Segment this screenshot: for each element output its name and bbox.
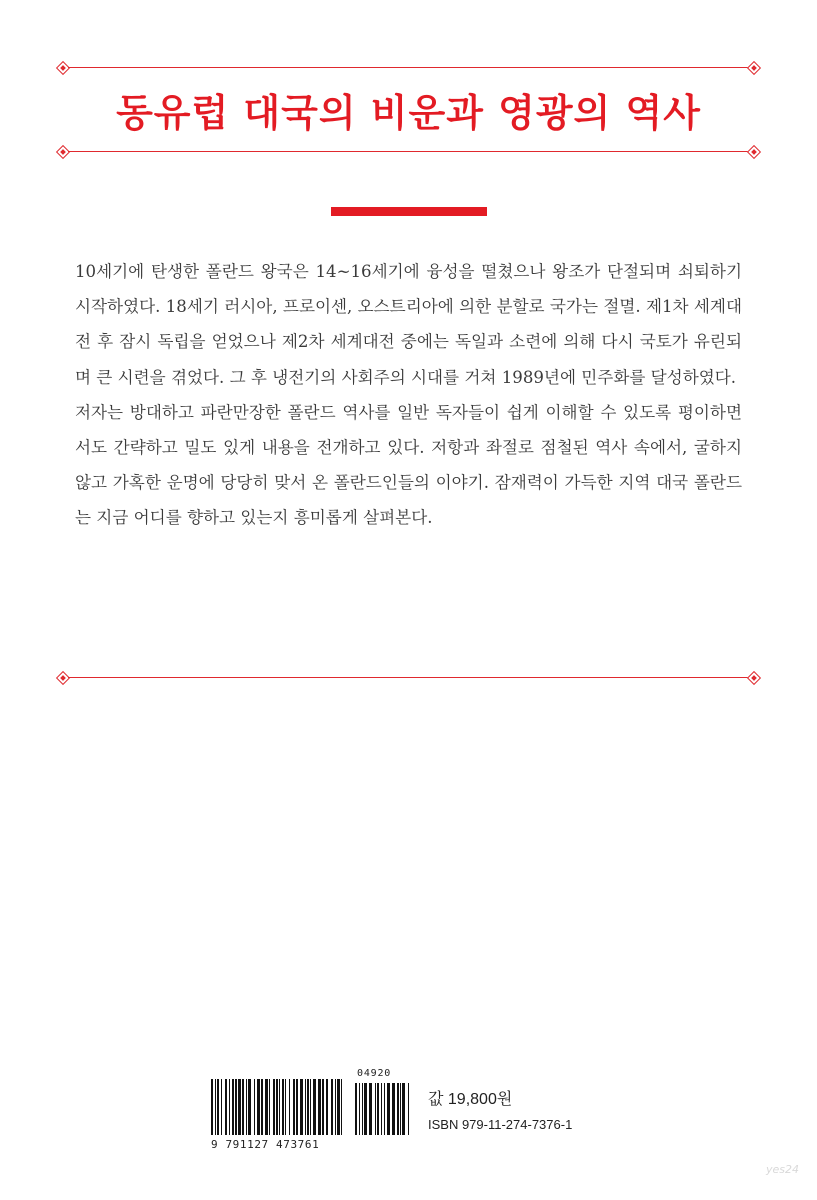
barcode-bar <box>248 1079 251 1135</box>
divider-line <box>68 677 749 678</box>
isbn-label: ISBN 979-11-274-7376-1 <box>428 1117 573 1132</box>
isbn-barcode <box>211 1068 411 1155</box>
barcode-bar <box>355 1083 357 1135</box>
barcode-bar <box>307 1079 309 1135</box>
divider-line <box>68 67 749 68</box>
barcode-bar <box>265 1079 268 1135</box>
barcode-bar <box>276 1079 278 1135</box>
barcode-bar <box>273 1079 275 1135</box>
barcode-bar <box>269 1079 270 1135</box>
barcode-main-graphic <box>211 1079 345 1135</box>
barcode-bar <box>377 1083 379 1135</box>
barcode-bar <box>359 1083 360 1135</box>
barcode-bar <box>285 1079 286 1135</box>
barcode-bar <box>235 1079 237 1135</box>
diamond-ornament-icon <box>747 145 761 159</box>
barcode-bar <box>215 1079 216 1135</box>
barcode-bar <box>335 1079 336 1135</box>
barcode-bar <box>211 1079 213 1135</box>
barcode-bar <box>331 1079 333 1135</box>
accent-bar <box>331 207 487 216</box>
barcode-bar <box>238 1079 241 1135</box>
barcode-bar <box>402 1083 405 1135</box>
barcode-bar <box>392 1083 395 1135</box>
barcode-bar <box>279 1079 280 1135</box>
barcode-bar <box>296 1079 298 1135</box>
barcode-bar <box>293 1079 295 1135</box>
barcode-bar <box>400 1083 401 1135</box>
divider-line <box>68 151 749 152</box>
barcode-bar <box>326 1079 328 1135</box>
barcode-bar <box>257 1079 260 1135</box>
barcode-bar <box>362 1083 363 1135</box>
barcode-bar <box>254 1079 255 1135</box>
diamond-ornament-icon <box>56 671 70 685</box>
watermark: yes24 <box>766 1163 800 1176</box>
barcode-bar <box>381 1083 382 1135</box>
barcode-bar <box>384 1083 385 1135</box>
barcode-bar <box>289 1079 290 1135</box>
barcode-bar <box>318 1079 321 1135</box>
barcode-bar <box>229 1079 230 1135</box>
addon-barcode-bars <box>355 1083 411 1139</box>
diamond-ornament-icon <box>56 61 70 75</box>
barcode-bar <box>369 1083 372 1135</box>
description-paragraph: 10세기에 탄생한 폴란드 왕국은 14~16세기에 융성을 떨쳤으나 왕조가 단절되며 쇠퇴하기 시작하였다. 18세기 러시아, 프로이센, 오스트리아에 의한 분할로 국가는 절멸. 제1차 세계대전 후 잠시 독립을 얻었으나 제2차 세계대전 중에는 독일과 소련에 의해 다시 국토가 유린되며 큰 시련을 겪었다. 그 후 냉전기의 사회주의 시대를 거쳐 1989년에 민주화를 달성하였다. <box>75 262 742 387</box>
addon-digits: 04920 <box>357 1068 392 1079</box>
title-bottom-ornament-rule <box>56 145 761 159</box>
barcode-bar <box>310 1079 311 1135</box>
barcode-bar <box>387 1083 390 1135</box>
barcode-bar <box>408 1083 409 1135</box>
barcode-bar <box>242 1079 244 1135</box>
barcode-bar <box>337 1079 340 1135</box>
barcode-addon-graphic <box>355 1083 411 1135</box>
diamond-ornament-icon <box>747 61 761 75</box>
price-label: 값 19,800원 <box>428 1091 513 1108</box>
bottom-ornament-rule <box>56 671 761 685</box>
barcode-bar <box>305 1079 306 1135</box>
diamond-ornament-icon <box>747 671 761 685</box>
top-ornament-rule <box>56 61 761 75</box>
diamond-ornament-icon <box>56 145 70 159</box>
barcode-bar <box>341 1079 342 1135</box>
barcode-bar <box>221 1079 222 1135</box>
barcode-bar <box>313 1079 316 1135</box>
barcode-bar <box>232 1079 234 1135</box>
book-headline: 동유럽 대국의 비운과 영광의 역사 <box>116 91 701 135</box>
barcode-bars <box>211 1079 345 1135</box>
barcode-bar <box>217 1079 219 1135</box>
barcode-bar <box>364 1083 367 1135</box>
book-description <box>75 254 742 536</box>
barcode-bar <box>397 1083 399 1135</box>
barcode-bar <box>246 1079 247 1135</box>
barcode-bar <box>300 1079 303 1135</box>
barcode-bar <box>322 1079 324 1135</box>
barcode-bar <box>261 1079 263 1135</box>
barcode-digits: 9 791127 473761 <box>211 1138 320 1151</box>
description-paragraph: 저자는 방대하고 파란만장한 폴란드 역사를 일반 독자들이 쉽게 이해할 수 있도록 평이하면서도 간략하고 밀도 있게 내용을 전개하고 있다. 저항과 좌절로 점철된 역사 속에서, 굴하지 않고 가혹한 운명에 당당히 맞서 온 폴란드인들의 이야기. 잠재력이 가득한 지역 대국 폴란드는 지금 어디를 향하고 있는지 흥미롭게 살펴본다. <box>75 402 742 528</box>
barcode-bar <box>282 1079 284 1135</box>
barcode-bar <box>375 1083 376 1135</box>
barcode-bar <box>225 1079 227 1135</box>
